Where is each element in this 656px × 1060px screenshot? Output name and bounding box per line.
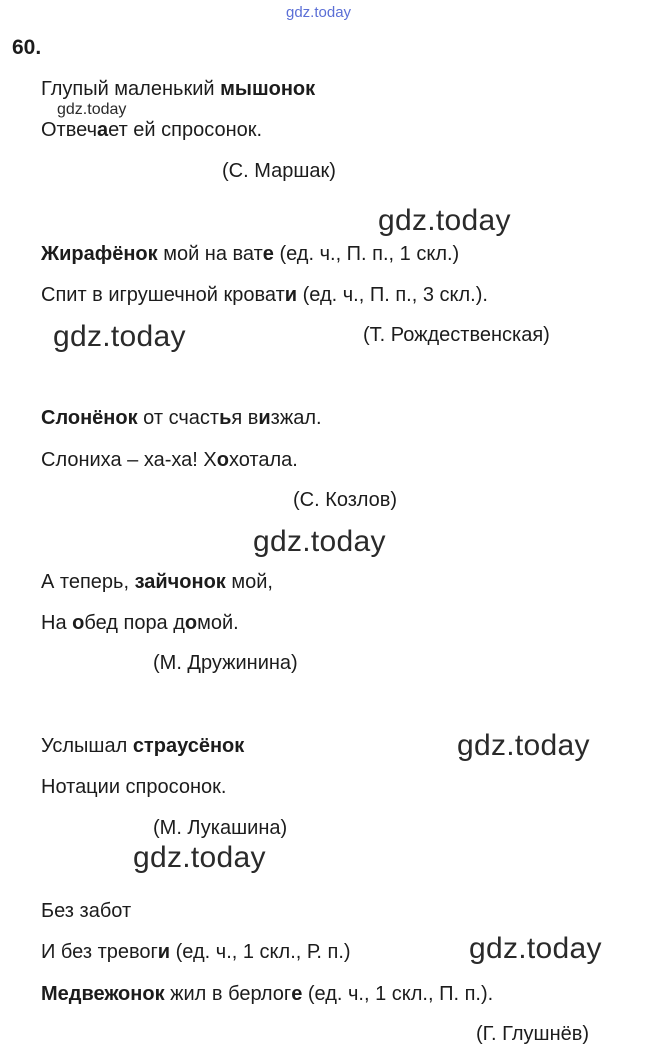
- text-run: Слониха – ха-ха! Х: [41, 449, 217, 471]
- bold-text: Медвежонок: [41, 983, 165, 1005]
- bold-text: о: [72, 612, 85, 634]
- text-run: бед пора д: [84, 612, 185, 634]
- text-run: от счаст: [137, 407, 220, 429]
- poem-2-line-2: [41, 283, 488, 307]
- text-run: (ед. ч., П. п., 3 скл.).: [297, 284, 488, 306]
- watermark: gdz.today: [378, 204, 511, 237]
- bold-text: Жирафёнок: [41, 243, 158, 265]
- bold-text: и: [284, 284, 298, 306]
- poem-3-line-1: [41, 406, 322, 430]
- bold-text: о: [216, 449, 229, 471]
- poem-2-author: (Т. Рождественская): [363, 324, 550, 346]
- text-run: мой на ват: [157, 243, 263, 265]
- watermark: gdz.today: [53, 320, 186, 353]
- watermark: gdz.today: [457, 729, 590, 762]
- poem-3-line-2: [41, 448, 298, 472]
- poem-1-line-1: [41, 77, 315, 101]
- watermark: gdz.today: [469, 932, 602, 965]
- poem-1-author: (С. Маршак): [222, 160, 336, 182]
- exercise-number: 60.: [12, 36, 42, 59]
- bold-text: о: [184, 612, 198, 634]
- text-run: Без забот: [41, 900, 132, 922]
- poem-4-author: (М. Дружинина): [153, 652, 298, 674]
- text-run: мой.: [197, 612, 239, 634]
- poem-4-line-2: [41, 611, 239, 635]
- text-run: (ед. ч., 1 скл., Р. п.): [170, 941, 351, 963]
- poem-6-author: (Г. Глушнёв): [476, 1023, 590, 1045]
- poem-4-line-1: [41, 570, 273, 594]
- text-run: зжал.: [270, 407, 322, 429]
- text-run: И без тревог: [41, 941, 158, 963]
- text-run: хотала.: [228, 449, 298, 471]
- bold-text: Слонёнок: [41, 407, 138, 429]
- text-run: мой,: [225, 571, 273, 593]
- bold-text: мышонок: [220, 78, 316, 100]
- poem-6-line-1: [41, 899, 131, 923]
- bold-text: и: [258, 407, 271, 429]
- watermark-small: gdz.today: [57, 101, 127, 118]
- bold-text: зайчонок: [134, 571, 226, 593]
- watermark: gdz.today: [133, 841, 266, 874]
- text-run: Услышал: [41, 735, 133, 757]
- header-watermark: gdz.today: [286, 4, 352, 21]
- bold-text: страусёнок: [132, 735, 245, 757]
- text-run: (ед. ч., 1 скл., П. п.).: [302, 983, 494, 1005]
- text-run: Отвеч: [41, 119, 97, 141]
- text-run: А теперь,: [41, 571, 135, 593]
- poem-2-line-1: [41, 242, 459, 266]
- text-run: ет ей спросонок.: [108, 119, 263, 141]
- bold-text: е: [291, 983, 303, 1005]
- bold-text: ь: [219, 407, 232, 429]
- bold-text: е: [262, 243, 274, 265]
- poem-6-line-3: [41, 982, 493, 1006]
- bold-text: а: [97, 119, 109, 141]
- text-run: На: [41, 612, 73, 634]
- poem-6-line-2: [41, 940, 351, 964]
- poem-5-line-1: [41, 734, 244, 758]
- bold-text: и: [157, 941, 171, 963]
- watermark: gdz.today: [253, 525, 386, 558]
- text-run: (ед. ч., П. п., 1 скл.): [273, 243, 460, 265]
- text-run: Нотации спросонок.: [41, 776, 227, 798]
- poem-1-line-2: [41, 118, 262, 142]
- text-run: Спит в игрушечной кроват: [41, 284, 285, 306]
- text-run: жил в берлог: [164, 983, 292, 1005]
- text-run: Глупый маленький: [41, 78, 221, 100]
- text-run: я в: [231, 407, 259, 429]
- poem-5-author: (М. Лукашина): [153, 817, 288, 839]
- poem-3-author: (С. Козлов): [293, 489, 398, 511]
- poem-5-line-2: [41, 775, 226, 799]
